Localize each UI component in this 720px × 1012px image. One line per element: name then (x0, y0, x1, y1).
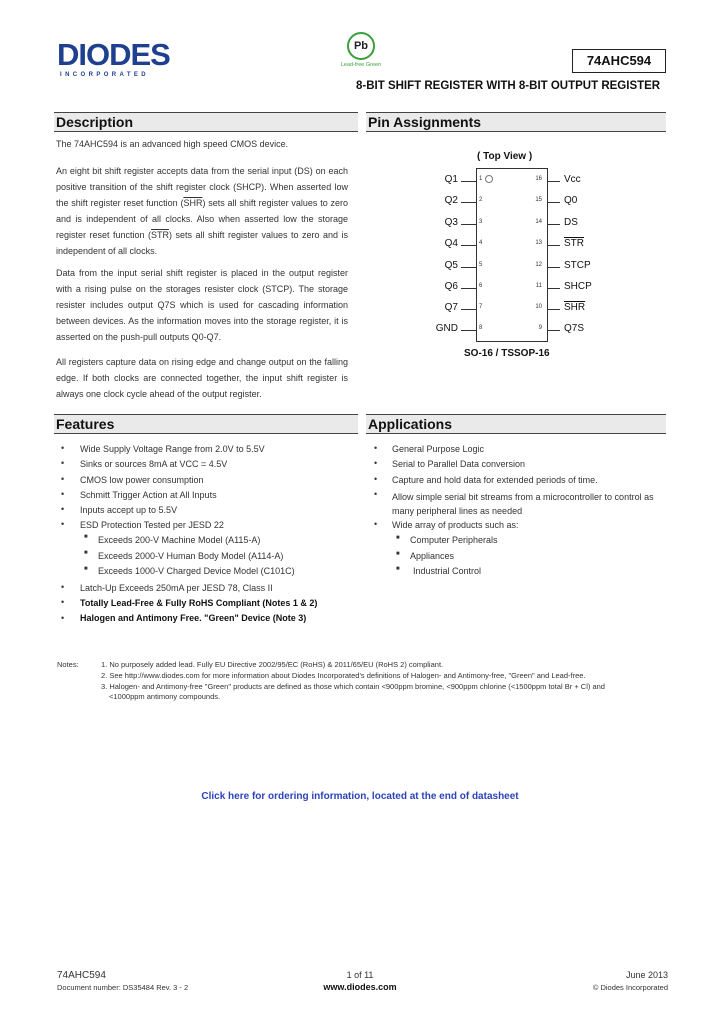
sub-bullet-icon: ■ (84, 566, 88, 572)
pin-lead (461, 267, 476, 268)
note-1: 1. No purposely added lead. Fully EU Directive 2002/95/EC (RoHS) & 2011/65/EU (RoHS 2) compliant. (101, 660, 444, 669)
feature-subitem: Exceeds 2000-V Human Body Model (A114-A) (98, 551, 284, 561)
features-heading: Features (54, 414, 358, 434)
bullet-icon: • (374, 458, 378, 468)
footer-website-link[interactable]: www.diodes.com (323, 982, 397, 992)
chip-body (476, 168, 548, 342)
bullet-icon: • (61, 489, 65, 499)
bullet-icon: • (61, 613, 65, 623)
pin-number: 6 (479, 283, 483, 289)
feature-subitem: Exceeds 1000-V Charged Device Model (C101C) (98, 566, 295, 576)
bullet-icon: • (374, 474, 378, 484)
sub-bullet-icon: ■ (396, 535, 400, 541)
pin-name-right: Q7S (564, 323, 585, 334)
sub-bullet-icon: ■ (396, 551, 400, 557)
bullet-icon: • (374, 443, 378, 453)
pin-lead (548, 224, 560, 225)
pin-lead (461, 202, 476, 203)
bullet-icon: • (61, 474, 65, 484)
diodes-logo: DIODES (57, 37, 170, 72)
pin-number: 10 (535, 304, 542, 310)
pin-number: 7 (479, 304, 483, 310)
pin1-marker-icon (485, 175, 493, 183)
footer-copyright: © Diodes Incorporated (592, 983, 668, 992)
footer-date: June 2013 (625, 970, 668, 980)
pin-number: 3 (479, 219, 483, 225)
application-item: General Purpose Logic (392, 444, 485, 454)
applications-heading: Applications (366, 414, 666, 434)
pin-name-right: Q0 (564, 195, 578, 206)
pin-name-left: Q4 (444, 238, 458, 249)
pin-name-left: Q5 (444, 260, 458, 271)
notes-label: Notes: (57, 660, 79, 669)
bullet-icon: • (374, 489, 378, 499)
note-2: 2. See http://www.diodes.com for more information about Diodes Incorporated's definitions of Halogen- and Antimony-free, "Green" and Lead-free. (101, 671, 586, 680)
description-p4: All registers capture data on rising edge and change output on the falling edge. If both clocks are connected together, the input shift register is always one clock cycle ahead of the output register. (56, 357, 348, 399)
logo-subtitle: INCORPORATED (60, 72, 150, 78)
pin-name-right: DS (564, 217, 578, 228)
footer-part-number: 74AHC594 (57, 970, 106, 981)
feature-item: Sinks or sources 8mA at VCC = 4.5V (80, 459, 228, 469)
sub-bullet-icon: ■ (84, 534, 88, 540)
feature-item: Inputs accept up to 5.5V (80, 505, 178, 515)
pin-number: 13 (535, 240, 542, 246)
note-3-cont: <1000ppm antimony compounds. (109, 692, 221, 701)
part-number-box: 74AHC594 (572, 49, 666, 73)
pin-number: 14 (535, 219, 542, 225)
feature-item: Latch-Up Exceeds 250mA per JESD 78, Class II (80, 583, 273, 593)
lead-free-icon: Pb (347, 32, 375, 60)
top-view-label: ( Top View ) (477, 151, 533, 162)
feature-item: ESD Protection Tested per JESD 22 (80, 520, 224, 530)
pin-name-right: $\overline{SHR}$ (564, 302, 586, 313)
application-item: Allow simple serial bit streams from a microcontroller to control as many peripheral lines as needed (392, 492, 654, 516)
pin-name-right: SHCP (564, 281, 592, 292)
sub-bullet-icon: ■ (84, 550, 88, 556)
feature-item: Schmitt Trigger Action at All Inputs (80, 490, 217, 500)
pin-lead (461, 330, 476, 331)
pin-number: 2 (479, 197, 483, 203)
pin-number: 12 (535, 262, 542, 268)
application-subitem: Computer Peripherals (410, 535, 498, 545)
feature-item: CMOS low power consumption (80, 475, 204, 485)
pin-lead (461, 181, 476, 182)
bullet-icon: • (61, 443, 65, 453)
pin-lead (548, 267, 560, 268)
pin-number: 9 (538, 325, 542, 331)
feature-item: Wide Supply Voltage Range from 2.0V to 5.5V (80, 444, 265, 454)
pin-lead (461, 288, 476, 289)
sub-bullet-icon: ■ (396, 566, 400, 572)
pin-number: 15 (535, 197, 542, 203)
note-3: 3. Halogen- and Antimony-free "Green" products are defined as those which contain <900ppm bromine, <900ppm chlorine (<1500ppm total Br + Cl) and (101, 682, 605, 691)
footer-page-number: 1 of 11 (346, 970, 374, 980)
pin-lead (548, 181, 560, 182)
footer-document-number: Document number: DS35484 Rev. 3 - 2 (57, 983, 189, 992)
pin-name-right: Vcc (564, 174, 581, 185)
bullet-icon: • (61, 504, 65, 514)
pin-name-left: Q7 (444, 302, 458, 313)
description-p3: Data from the input serial shift register is placed in the output register with a rising pulse on the storages resister clock (STCP). The storage resister includes output Q7S which is used for cascading information between devices. As the information moves into the storage register, it is asserted on the push-pull outputs Q0-Q7. (56, 268, 348, 342)
pin-lead (548, 202, 560, 203)
pin-number: 1 (479, 176, 483, 182)
bullet-icon: • (61, 582, 65, 592)
pin-number: 5 (479, 262, 483, 268)
description-p1: The 74AHC594 is an advanced high speed CMOS device. (56, 139, 289, 149)
pin-name-left: Q6 (444, 281, 458, 292)
bullet-icon: • (61, 597, 65, 607)
application-subitem: Industrial Control (413, 566, 482, 576)
pin-lead (548, 288, 560, 289)
package-label: SO-16 / TSSOP-16 (464, 348, 550, 359)
pin-assignments-heading: Pin Assignments (366, 112, 666, 132)
feature-item: Totally Lead-Free & Fully RoHS Compliant (Notes 1 & 2) (80, 598, 318, 608)
pin-name-left: Q2 (444, 195, 458, 206)
application-item: Serial to Parallel Data conversion (392, 459, 526, 469)
pin-lead (461, 245, 476, 246)
pin-name-left: Q3 (444, 217, 458, 228)
pin-lead (548, 309, 560, 310)
feature-item: Halogen and Antimony Free. "Green" Device (Note 3) (80, 613, 307, 623)
pin-lead (548, 330, 560, 331)
application-item: Capture and hold data for extended periods of time. (392, 475, 598, 485)
pin-number: 11 (535, 283, 542, 289)
bullet-icon: • (61, 458, 65, 468)
pin-number: 8 (479, 325, 483, 331)
description-heading: Description (54, 112, 358, 132)
application-subitem: Appliances (410, 551, 455, 561)
pin-lead (461, 309, 476, 310)
document-subtitle: 8-BIT SHIFT REGISTER WITH 8-BIT OUTPUT REGISTER (356, 80, 661, 92)
description-p2: An eight bit shift register accepts data from the serial input (DS) on each positive transition of the shift register clock (SHCP). When asserted low the shift register reset function $(\overline{SHR})$ sets all shift register values to zero and is independent of all clocks. Also when asserted low the storage register reset function $(\overline{STR})$ sets all shift register values to zero and is independent of all clocks. (56, 166, 349, 256)
pin-name-left: Q1 (444, 174, 458, 185)
pin-name-left: GND (435, 323, 458, 334)
lead-free-label: Lead-free Green (340, 62, 382, 68)
pin-number: 16 (535, 176, 542, 182)
pin-number: 4 (479, 240, 483, 246)
application-item: Wide array of products such as: (392, 520, 519, 530)
bullet-icon: • (374, 519, 378, 529)
ordering-info-link[interactable]: Click here for ordering information, located at the end of datasheet (201, 791, 519, 802)
lead-free-badge (336, 32, 386, 68)
feature-subitem: Exceeds 200-V Machine Model (A115-A) (98, 535, 261, 545)
pin-name-right: $\overline{STR}$ (564, 238, 584, 249)
pin-lead (548, 245, 560, 246)
bullet-icon: • (61, 519, 65, 529)
pin-name-right: STCP (564, 260, 591, 271)
pin-lead (461, 224, 476, 225)
